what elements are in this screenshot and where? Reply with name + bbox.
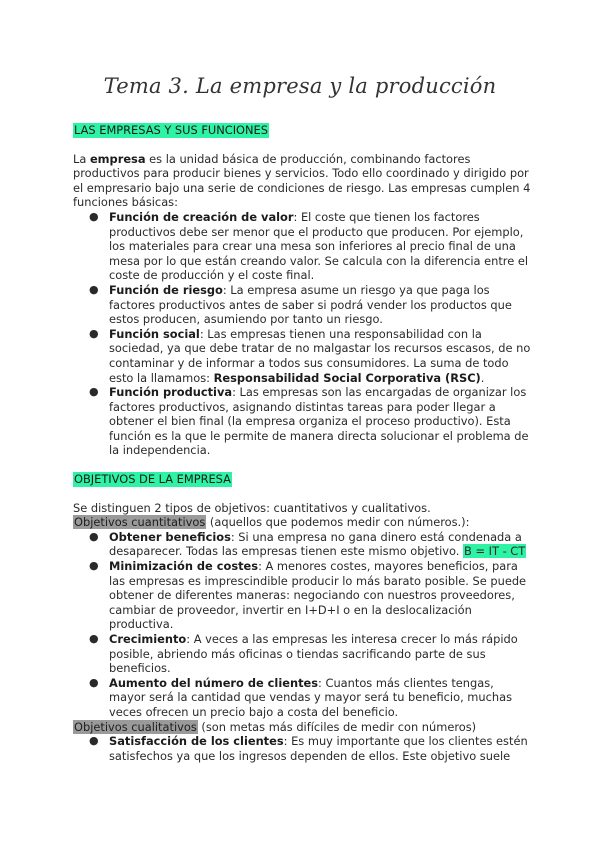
paragraph-objetivos-intro: Se distinguen 2 tipos de objetivos: cuantitativos y cualitativos. [73, 500, 431, 515]
bullet-icon: ● [89, 326, 99, 340]
page-title: Tema 3. La empresa y la producción [103, 74, 497, 98]
section-heading-funciones: LAS EMPRESAS Y SUS FUNCIONES [74, 123, 268, 137]
funciones-list [73, 210, 531, 458]
bullet-icon: ● [89, 282, 99, 296]
list-item: ● Obtener beneficios: Si una empresa no gana dinero está condenada a desaparecer. Todas las empresas tienen este mismo objetivo. B = IT - CT [89, 529, 526, 559]
qualitative-label: Objetivos cualitativos [74, 719, 197, 734]
list-item: ● Satisfacción de los clientes: Es muy importante que los clientes estén satisfechos ya que los ingresos dependen de ellos. Este objetivo suele [89, 734, 528, 763]
bullet-icon: ● [89, 675, 99, 689]
list-item: ● Función de riesgo: La empresa asume un riesgo ya que paga los factores productivos antes de saber si podrá vender los productos que estos producen, asumiendo por tanto un riesgo. [89, 282, 512, 327]
list-item: ● Función de creación de valor: El coste que tienen los factores productivos debe ser menor que el producto que producen. Por ejemplo, los materiales para crear una mesa son inferiores al precio final de una mesa por lo que están creando valor. Se calcula con la diferencia entre el coste de producción y el coste final. [89, 209, 529, 283]
bullet-icon: ● [89, 632, 99, 645]
list-item: ● Crecimiento: A veces a las empresas les interesa crecer lo más rápido posible, abriendo más oficinas o tiendas sacrificando parte de sus beneficios. [89, 632, 518, 676]
quantitative-heading: Objetivos cuantitativos (aquellos que podemos medir con números.): [74, 515, 470, 530]
quantitative-label: Objetivos cuantitativos [74, 515, 206, 530]
bullet-icon: ● [89, 385, 99, 399]
bullet-icon: ● [89, 559, 99, 573]
qualitative-list [73, 734, 531, 763]
paragraph-empresa-definition: La empresa es la unidad básica de producción, combinando factores productivos para producir bienes y servicios. Todo ello coordinado y dirigido por el empresario bajo una serie de condiciones de riesgo. Las empresas cumplen 4 funciones básicas: [73, 151, 531, 210]
list-item: ● Función productiva: Las empresas son las encargadas de organizar los factores productivos, asignando distintas tareas para poder llegar a obtener el bien final (la empresa organiza el proceso productivo). Esta función es la que le permite de manera directa solucionar el problema de la independencia. [89, 385, 529, 458]
section-heading-objetivos: OBJETIVOS DE LA EMPRESA [74, 472, 231, 487]
quantitative-list [73, 530, 531, 720]
list-item: ● Minimización de costes: A menores costes, mayores beneficios, para las empresas es imprescindible producir lo más barato posible. Se puede obtener de diferentes maneras: negociando con nuestros proveedores, cambiar de proveedor, invertir en I+D+I o en la deslocalización productiva. [89, 559, 527, 632]
bullet-icon: ● [89, 209, 99, 223]
profit-formula: B = IT - CT [464, 544, 526, 559]
bullet-icon: ● [89, 734, 99, 748]
qualitative-heading: Objetivos cualitativos (son metas más difíciles de medir con números) [74, 719, 477, 734]
bullet-icon: ● [89, 529, 99, 543]
list-item: ● Función social: Las empresas tienen una responsabilidad con la sociedad, ya que debe tratar de no malgastar los recursos escasos, de no contaminar y de informar a todos sus consumidores. La suma de todo esto la llamamos: Responsabilidad Social Corporativa (RSC). [89, 326, 531, 385]
list-item: ● Aumento del número de clientes: Cuantos más clientes tengas, mayor será la cantidad que vendas y mayor será tu beneficio, muchas veces ofrecen un precio bajo a costa del beneficio. [89, 675, 513, 719]
document-body [73, 123, 531, 763]
